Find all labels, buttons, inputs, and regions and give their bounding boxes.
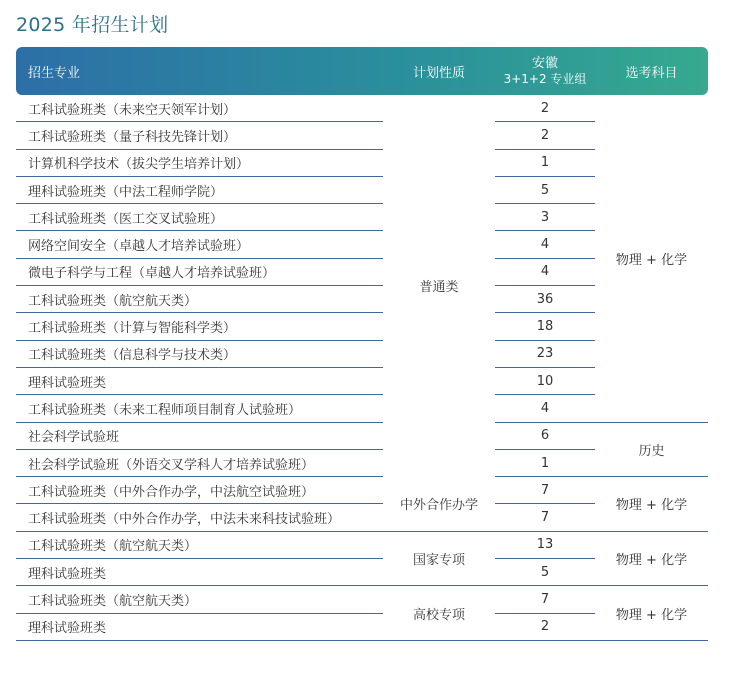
quota-count: 2 bbox=[495, 613, 595, 640]
table-row bbox=[16, 586, 708, 613]
major-name: 工科试验班类（中外合作办学，中法未来科技试验班） bbox=[16, 504, 383, 531]
subject-requirement: 历史 bbox=[595, 422, 708, 477]
table-row bbox=[16, 531, 708, 558]
quota-count: 7 bbox=[495, 504, 595, 531]
quota-count: 2 bbox=[495, 122, 595, 149]
quota-count: 4 bbox=[495, 258, 595, 285]
quota-count: 1 bbox=[495, 449, 595, 476]
quota-count: 1 bbox=[495, 149, 595, 176]
quota-count: 6 bbox=[495, 422, 595, 449]
major-name: 计算机科学技术（拔尖学生培养计划） bbox=[16, 149, 383, 176]
plan-nature: 普通类 bbox=[419, 280, 459, 296]
major-name: 工科试验班类（量子科技先锋计划） bbox=[16, 122, 383, 149]
plan-nature: 高校专项 bbox=[383, 586, 495, 641]
header-subjects: 选考科目 bbox=[625, 65, 678, 81]
header-quota-province: 安徽 bbox=[531, 55, 558, 71]
major-name: 工科试验班类（未来工程师项目制育人试验班） bbox=[16, 395, 383, 422]
table-row bbox=[16, 95, 708, 122]
header-quota bbox=[495, 47, 595, 95]
table-row bbox=[16, 422, 708, 449]
enrollment-plan-table bbox=[16, 47, 708, 641]
quota-count: 7 bbox=[495, 477, 595, 504]
major-name: 工科试验班类（航空航天类） bbox=[16, 286, 383, 313]
page-title: 2025 年招生计划 bbox=[16, 14, 169, 36]
plan-nature: 国家专项 bbox=[383, 531, 495, 586]
major-name: 理科试验班类（中法工程师学院） bbox=[16, 176, 383, 203]
header-quota-group: 3+1+2 专业组 bbox=[503, 71, 587, 86]
quota-count: 10 bbox=[495, 367, 595, 394]
major-name: 理科试验班类 bbox=[16, 559, 383, 586]
major-name: 工科试验班类（航空航天类） bbox=[16, 586, 383, 613]
subject-requirement: 物理 + 化学 bbox=[595, 95, 708, 422]
quota-count: 2 bbox=[495, 95, 595, 122]
table-body bbox=[16, 95, 708, 640]
table-row bbox=[16, 477, 708, 504]
major-name: 社会科学试验班（外语交叉学科人才培养试验班） bbox=[16, 449, 383, 476]
table-header bbox=[16, 47, 708, 95]
quota-count: 13 bbox=[495, 531, 595, 558]
major-name: 工科试验班类（医工交叉试验班） bbox=[16, 204, 383, 231]
subject-requirement: 物理 + 化学 bbox=[595, 477, 708, 532]
quota-count: 3 bbox=[495, 204, 595, 231]
major-name: 理科试验班类 bbox=[16, 613, 383, 640]
major-name: 工科试验班类（未来空天领军计划） bbox=[16, 95, 383, 122]
quota-count: 5 bbox=[495, 559, 595, 586]
major-name: 工科试验班类（中外合作办学，中法航空试验班） bbox=[16, 477, 383, 504]
major-name: 理科试验班类 bbox=[16, 367, 383, 394]
quota-count: 36 bbox=[495, 286, 595, 313]
major-name: 工科试验班类（航空航天类） bbox=[16, 531, 383, 558]
quota-count: 23 bbox=[495, 340, 595, 367]
plan-nature: 中外合作办学 bbox=[383, 477, 495, 532]
quota-count: 7 bbox=[495, 586, 595, 613]
major-name: 工科试验班类（计算与智能科学类） bbox=[16, 313, 383, 340]
subject-requirement: 物理 + 化学 bbox=[595, 586, 708, 641]
major-name: 工科试验班类（信息科学与技术类） bbox=[16, 340, 383, 367]
table-header-row bbox=[16, 47, 708, 95]
quota-count: 4 bbox=[495, 395, 595, 422]
subject-requirement: 物理 + 化学 bbox=[595, 531, 708, 586]
quota-count: 18 bbox=[495, 313, 595, 340]
major-name: 微电子科学与工程（卓越人才培养试验班） bbox=[16, 258, 383, 285]
header-nature: 计划性质 bbox=[412, 65, 465, 81]
major-name: 社会科学试验班 bbox=[16, 422, 383, 449]
quota-count: 4 bbox=[495, 231, 595, 258]
header-major: 招生专业 bbox=[28, 65, 81, 81]
major-name: 网络空间安全（卓越人才培养试验班） bbox=[16, 231, 383, 258]
quota-count: 5 bbox=[495, 176, 595, 203]
